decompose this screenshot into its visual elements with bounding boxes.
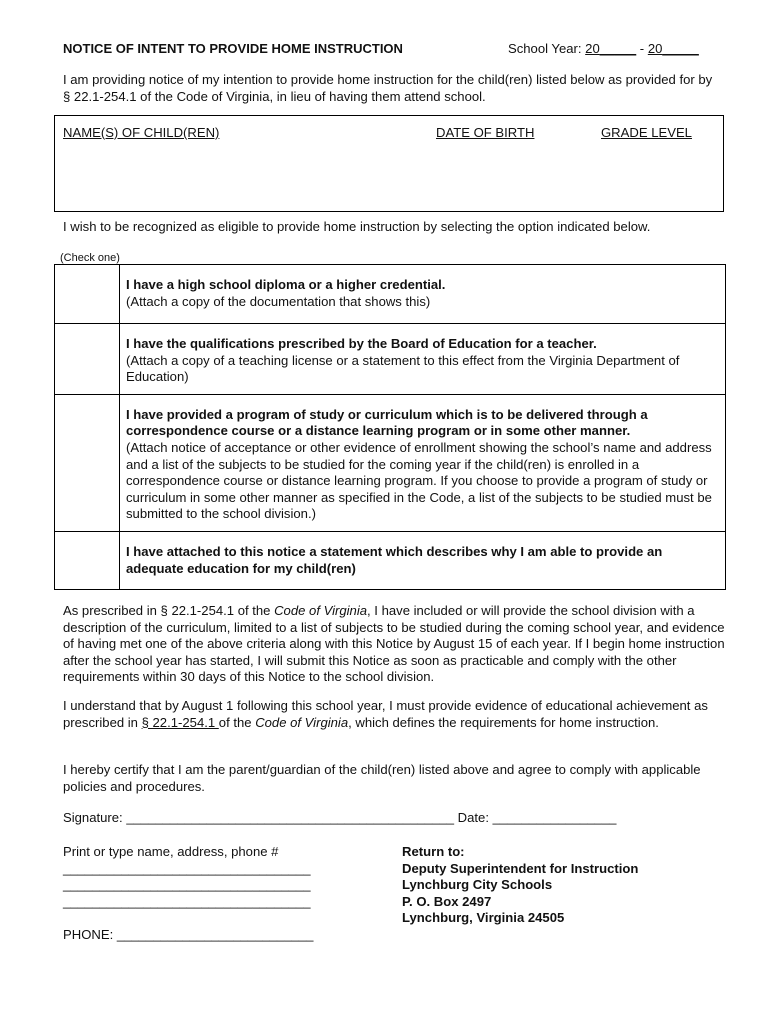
option-detail: (Attach notice of acceptance or other evidence of enrollment showing the school’s name and address and a list of the subjects to be studied for the coming year if the child(ren) is enrolled in a correspondence course or distance learning program. If you choose to provide a program of study or curriculum in some other manner as specified in the Code, a list of the subjects to be studied must be submitted to the school division.) (126, 439, 712, 522)
option-row (55, 531, 726, 589)
school-year-label: School Year: (508, 41, 582, 56)
prescribed-text: As prescribed in § 22.1-254.1 of the (63, 603, 275, 618)
return-line: P. O. Box 2497 (402, 893, 492, 909)
print-line[interactable]: __________________________________ (63, 860, 311, 876)
option-checkbox[interactable] (55, 265, 120, 324)
school-year-field[interactable] (508, 41, 699, 58)
intro-paragraph: I am providing notice of my intention to provide home instruction for the child(ren) listed below as provided for by § 22.1-254.1 of the Code of Virginia, in lieu of having them attend school. (63, 72, 713, 104)
code-of-virginia: Code of Virginia (255, 714, 349, 730)
print-line[interactable]: __________________________________ (63, 877, 311, 893)
return-address (402, 844, 638, 927)
options-table (54, 264, 726, 590)
option-checkbox[interactable] (55, 531, 120, 589)
option-row (55, 394, 726, 531)
phone-line[interactable]: PHONE: ___________________________ (63, 927, 314, 942)
option-checkbox[interactable] (55, 394, 120, 531)
col-dob-header: DATE OF BIRTH (436, 125, 535, 140)
option-row (55, 265, 726, 324)
understand-text: I understand that by August 1 following this school year, I must provide evidence of educational achievement as prescribed in (63, 698, 708, 730)
col-grade-header: GRADE LEVEL (601, 125, 692, 140)
check-one-label: (Check one) (60, 252, 120, 264)
option-title: I have the qualifications prescribed by the Board of Education for a teacher. (126, 336, 597, 351)
return-line: Lynchburg, Virginia 24505 (402, 910, 565, 926)
return-line: Deputy Superintendent for Instruction (402, 860, 639, 876)
col-names-header: NAME(S) OF CHILD(REN) (63, 125, 220, 140)
option-text (120, 265, 726, 324)
understand-text-mid: of the (218, 714, 256, 730)
print-label: Print or type name, address, phone # (63, 844, 279, 859)
signature-date-line[interactable]: Signature: _____________________________________________ Date: _________________ (63, 810, 617, 825)
code-of-virginia: Code of Virginia (274, 603, 368, 618)
option-checkbox[interactable] (55, 324, 120, 395)
code-section-link[interactable]: § 22.1-254.1 (141, 714, 219, 730)
option-detail: (Attach a copy of a teaching license or a statement to this effect from the Virginia Department of Education) (126, 352, 680, 385)
option-detail: (Attach a copy of the documentation that shows this) (126, 293, 431, 309)
understand-text-cont: , which defines the requirements for home instruction. (348, 714, 659, 730)
option-title: I have a high school diploma or a higher credential. (126, 277, 446, 292)
certify-paragraph: I hereby certify that I am the parent/guardian of the child(ren) listed above and agree to comply with applicable policies and procedures. (63, 762, 701, 794)
return-line: Lynchburg City Schools (402, 877, 553, 893)
print-name-block (63, 844, 363, 910)
option-text (120, 531, 726, 589)
option-text (120, 324, 726, 395)
print-line[interactable]: __________________________________ (63, 893, 311, 909)
prescribed-paragraph (63, 603, 725, 686)
prescribed-text-cont: , I have included or will provide the school division with a description of the curriculum, limited to a list of subjects to be studied during the coming school year, and evidence of having met one of the above criteria along with this Notice by August 15 of each year. If I begin home instruction after the school year has started, I will submit this Notice as soon as practicable and comply with the other requirements within 30 days of this Notice to the school division. (63, 603, 725, 685)
option-text (120, 394, 726, 531)
return-heading: Return to: (402, 844, 465, 859)
school-year-to[interactable]: 20_____ (647, 41, 699, 56)
option-title: I have provided a program of study or curriculum which is to be delivered through a correspondence course or a distance learning program or in some other manner. (126, 406, 648, 439)
school-year-separator: - (636, 41, 648, 56)
eligibility-text: I wish to be recognized as eligible to provide home instruction by selecting the option indicated below. (63, 219, 651, 234)
option-row (55, 324, 726, 395)
form-title: NOTICE OF INTENT TO PROVIDE HOME INSTRUCTION (63, 41, 403, 56)
understand-paragraph (63, 698, 725, 731)
children-table[interactable] (54, 115, 724, 212)
school-year-from[interactable]: 20_____ (585, 41, 637, 56)
option-title: I have attached to this notice a statement which describes why I am able to provide an adequate education for my child(ren) (126, 543, 663, 576)
